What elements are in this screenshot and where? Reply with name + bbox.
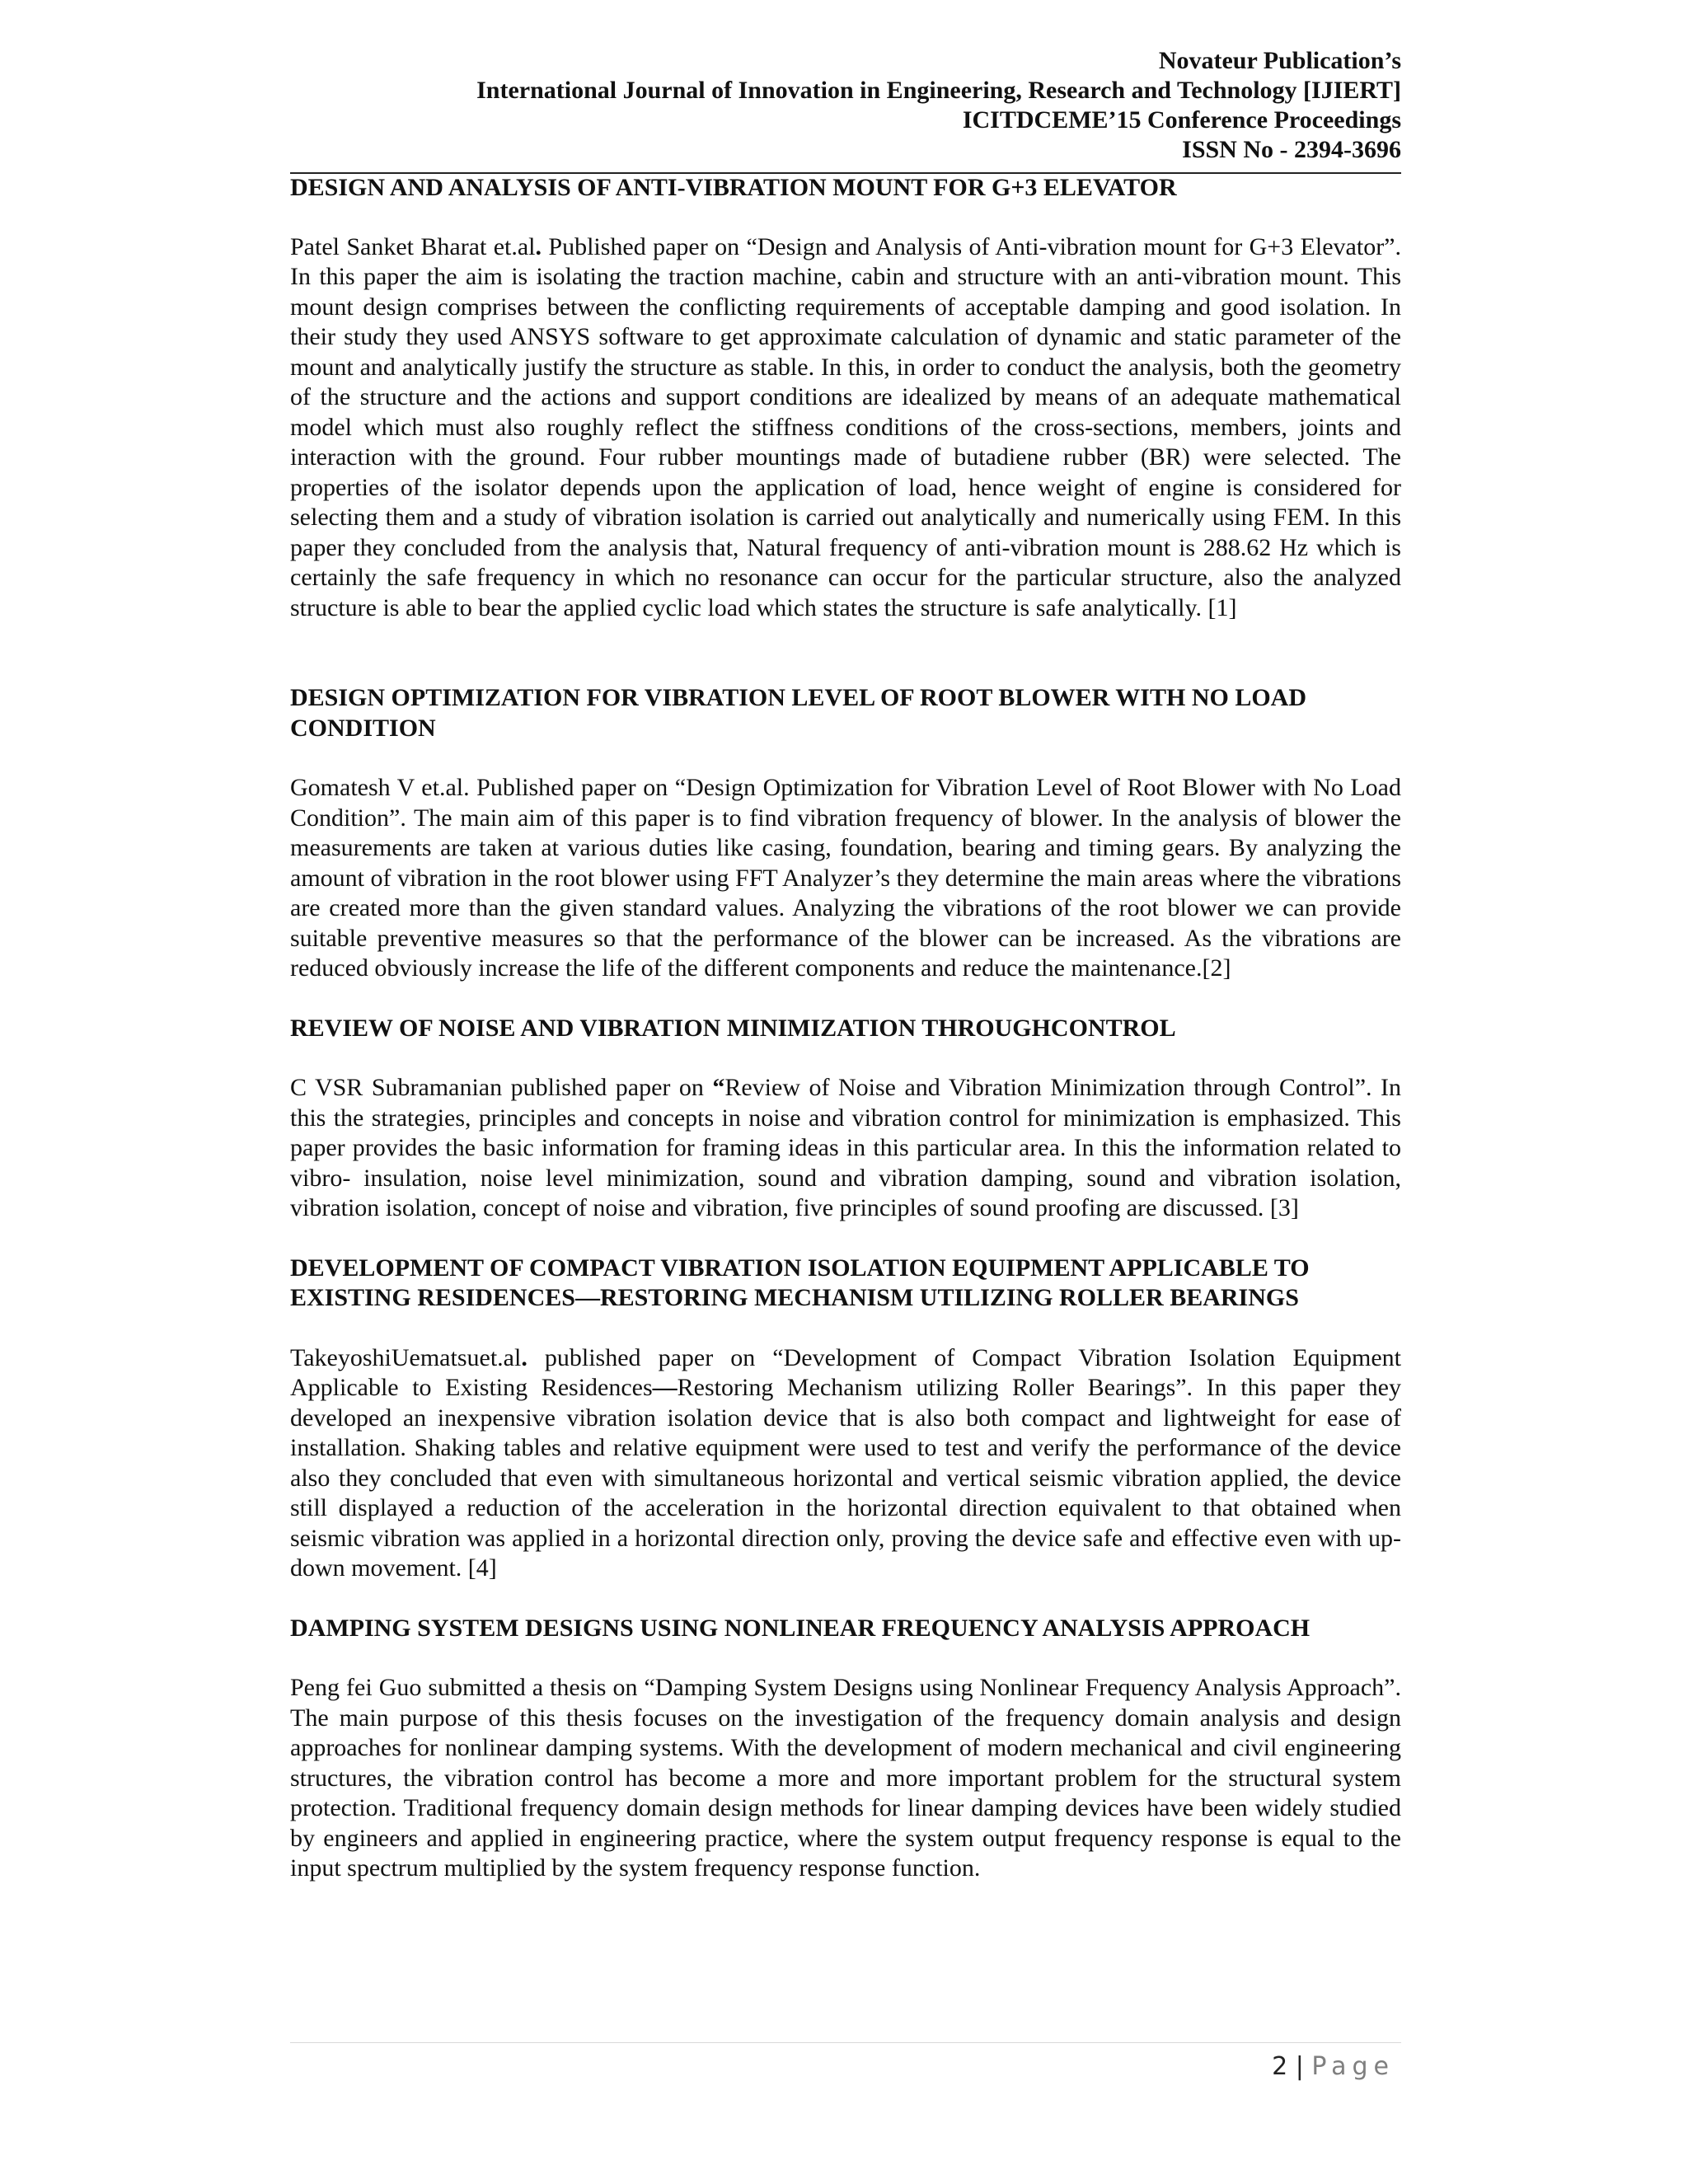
page-number: 2 xyxy=(1272,2052,1288,2081)
conference-line: ICITDCEME’15 Conference Proceedings xyxy=(962,106,1401,134)
author-dot: . xyxy=(535,232,542,260)
paragraph-text-a: published paper on “Development of Compact Vibration Isolation Equipment Applicable to Existing Residences xyxy=(290,1343,1401,1401)
paragraph-text-b: Restoring Mechanism utilizing Roller Bearings”. In this paper they developed an inexpensive vibration isolation device that is also both compact and lightweight for ease of installation. Shaking tables and relative equipment were used to test and verify the performance of the device also they concluded that even with simultaneous horizontal and vertical seismic vibration applied, the device still displayed a reduction of the acceleration in the horizontal direction equivalent to that obtained when seismic vibration was applied in a horizontal direction only, proving the device safe and effective even with up-down movement. [4] xyxy=(290,1374,1401,1582)
publisher-line: Novateur Publication’s xyxy=(1158,47,1401,74)
footer-divider xyxy=(290,2042,1401,2043)
section-paragraph: Gomatesh V et.al. Published paper on “Design Optimization for Vibration Level of Root Blower with No Load Condition”. The main aim of this paper is to find vibration frequency of blower. In the analysis of blower the measurements are taken at various duties like casing, foundation, bearing and timing gears. By analyzing the amount of vibration in the root blower using FFT Analyzer’s they determine the main areas where the vibrations are created more than the given standard values. Analyzing the vibrations of the root blower we can provide suitable preventive measures so that the performance of the blower can be increased. As the vibrations are reduced obviously increase the life of the different components and reduce the maintenance.[2] xyxy=(290,774,1401,982)
author-dot: . xyxy=(521,1343,528,1371)
section-title: DESIGN OPTIMIZATION FOR VIBRATION LEVEL OF ROOT BLOWER WITH NO LOAD CONDITION xyxy=(290,684,1307,742)
section-title: DEVELOPMENT OF COMPACT VIBRATION ISOLATION EQUIPMENT APPLICABLE TO EXISTING RESIDENCES—RESTORING MECHANISM UTILIZING ROLLER BEARINGS xyxy=(290,1254,1310,1311)
section-root-blower xyxy=(290,683,1401,984)
section-title: DESIGN AND ANALYSIS OF ANTI-VIBRATION MOUNT FOR G+3 ELEVATOR xyxy=(290,174,1177,201)
section-title: DAMPING SYSTEM DESIGNS USING NONLINEAR FREQUENCY ANALYSIS APPROACH xyxy=(290,1614,1311,1642)
author-name: Patel Sanket Bharat et.al xyxy=(290,232,536,260)
section-paragraph xyxy=(290,232,1401,624)
paper-body xyxy=(290,172,1401,1884)
paragraph-text: Published paper on “Design and Analysis of Anti-vibration mount for G+3 Elevator”. In this paper the aim is isolating the traction machine, cabin and structure with an anti-vibration mount. This mount design comprises between the conflicting requirements of acceptable damping and good isolation. In their study they used ANSYS software to get approximate calculation of dynamic and static parameter of the mount and analytically justify the structure as stable. In this, in order to conduct the analysis, both the geometry of the structure and the actions and support conditions are idealized by means of an adequate mathematical model which must also roughly reflect the stiffness conditions of the cross-sections, members, joints and interaction with the ground. Four rubber mountings made of butadiene rubber (BR) were selected. The properties of the isolator depends upon the application of load, hence weight of engine is considered for selecting them and a study of vibration isolation is carried out analytically and numerically using FEM. In this paper they concluded from the analysis that, Natural frequency of anti-vibration mount is 288.62 Hz which is certainly the safe frequency in which no resonance can occur for the particular structure, also the analyzed structure is able to bear the applied cyclic load which states the structure is safe analytically. [1] xyxy=(290,232,1401,621)
paragraph-lead: C VSR Subramanian published paper on xyxy=(290,1074,713,1101)
issn-line: ISSN No - 2394-3696 xyxy=(1182,136,1401,163)
section-paragraph: Peng fei Guo submitted a thesis on “Damping System Designs using Nonlinear Frequency Analysis Approach”. The main purpose of this thesis focuses on the investigation of the frequency domain analysis and design approaches for nonlinear damping systems. With the development of modern mechanical and civil engineering structures, the vibration control has become a more and more important problem for the structural system protection. Traditional frequency domain design methods for linear damping devices have been widely studied by engineers and applied in engineering practice, where the system output frequency response is equal to the input spectrum multiplied by the system frequency response function. xyxy=(290,1674,1401,1882)
page-footer xyxy=(290,2050,1395,2083)
section-title: REVIEW OF NOISE AND VIBRATION MINIMIZATION THROUGHCONTROL xyxy=(290,1014,1176,1042)
section-anti-vibration-mount xyxy=(290,173,1401,623)
author-name: TakeyoshiUematsuet.al xyxy=(290,1343,522,1371)
section-noise-vibration-review xyxy=(290,1014,1401,1224)
page-label: Page xyxy=(1311,2052,1395,2081)
section-paragraph xyxy=(290,1073,1401,1224)
open-quote: “ xyxy=(712,1074,725,1101)
section-compact-isolation xyxy=(290,1254,1401,1584)
section-paragraph xyxy=(290,1343,1401,1584)
section-damping-system xyxy=(290,1614,1401,1884)
em-dash: — xyxy=(652,1374,678,1401)
page-header xyxy=(290,46,1401,165)
journal-line: International Journal of Innovation in Engineering, Research and Technology [IJIERT] xyxy=(476,77,1401,104)
footer-separator: | xyxy=(1295,2052,1304,2081)
paragraph-text: Review of Noise and Vibration Minimization through Control”. In this the strategies, principles and concepts in noise and vibration control for minimization is emphasized. This paper provides the basic information for framing ideas in this particular area. In this the information related to vibro- insulation, noise level minimization, sound and vibration damping, sound and vibration isolation, vibration isolation, concept of noise and vibration, five principles of sound proofing are discussed. [3] xyxy=(290,1074,1401,1221)
